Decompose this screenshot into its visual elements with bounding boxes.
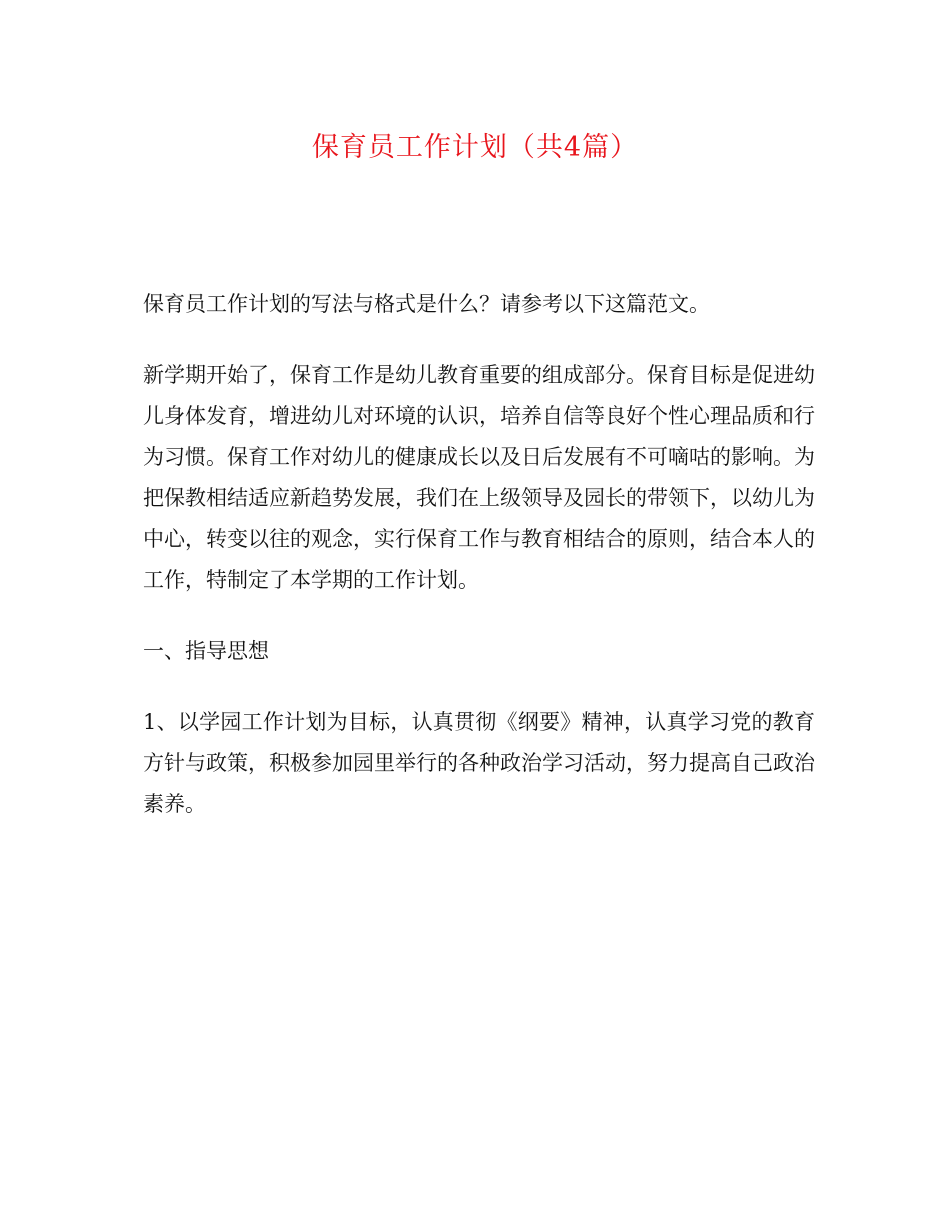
preface-paragraph: 新学期开始了，保育工作是幼儿教育重要的组成部分。保育目标是促进幼儿身体发育，增进幼儿对环境的认识，培养自信等良好个性心理品质和行为习惯。保育工作对幼儿的健康成长以及日后发展有不可嘀咕的影响。为把保教相结适应新趋势发展，我们在上级领导及园长的带领下，以幼儿为中心，转变以往的观念，实行保育工作与教育相结合的原则，结合本人的工作，特制定了本学期的工作计划。 xyxy=(143,363,815,592)
document-title: 保育员工作计划（共4篇） xyxy=(311,132,639,163)
item-paragraph: 1、以学园工作计划为目标，认真贯彻《纲要》精神，认真学习党的教育方针与政策，积极参加园里举行的各种政治学习活动，努力提高自己政治素养。 xyxy=(143,710,815,816)
section-heading: 一、指导思想 xyxy=(143,639,269,663)
document-body xyxy=(143,284,815,855)
intro-paragraph: 保育员工作计划的写法与格式是什么？请参考以下这篇范文。 xyxy=(143,292,710,316)
